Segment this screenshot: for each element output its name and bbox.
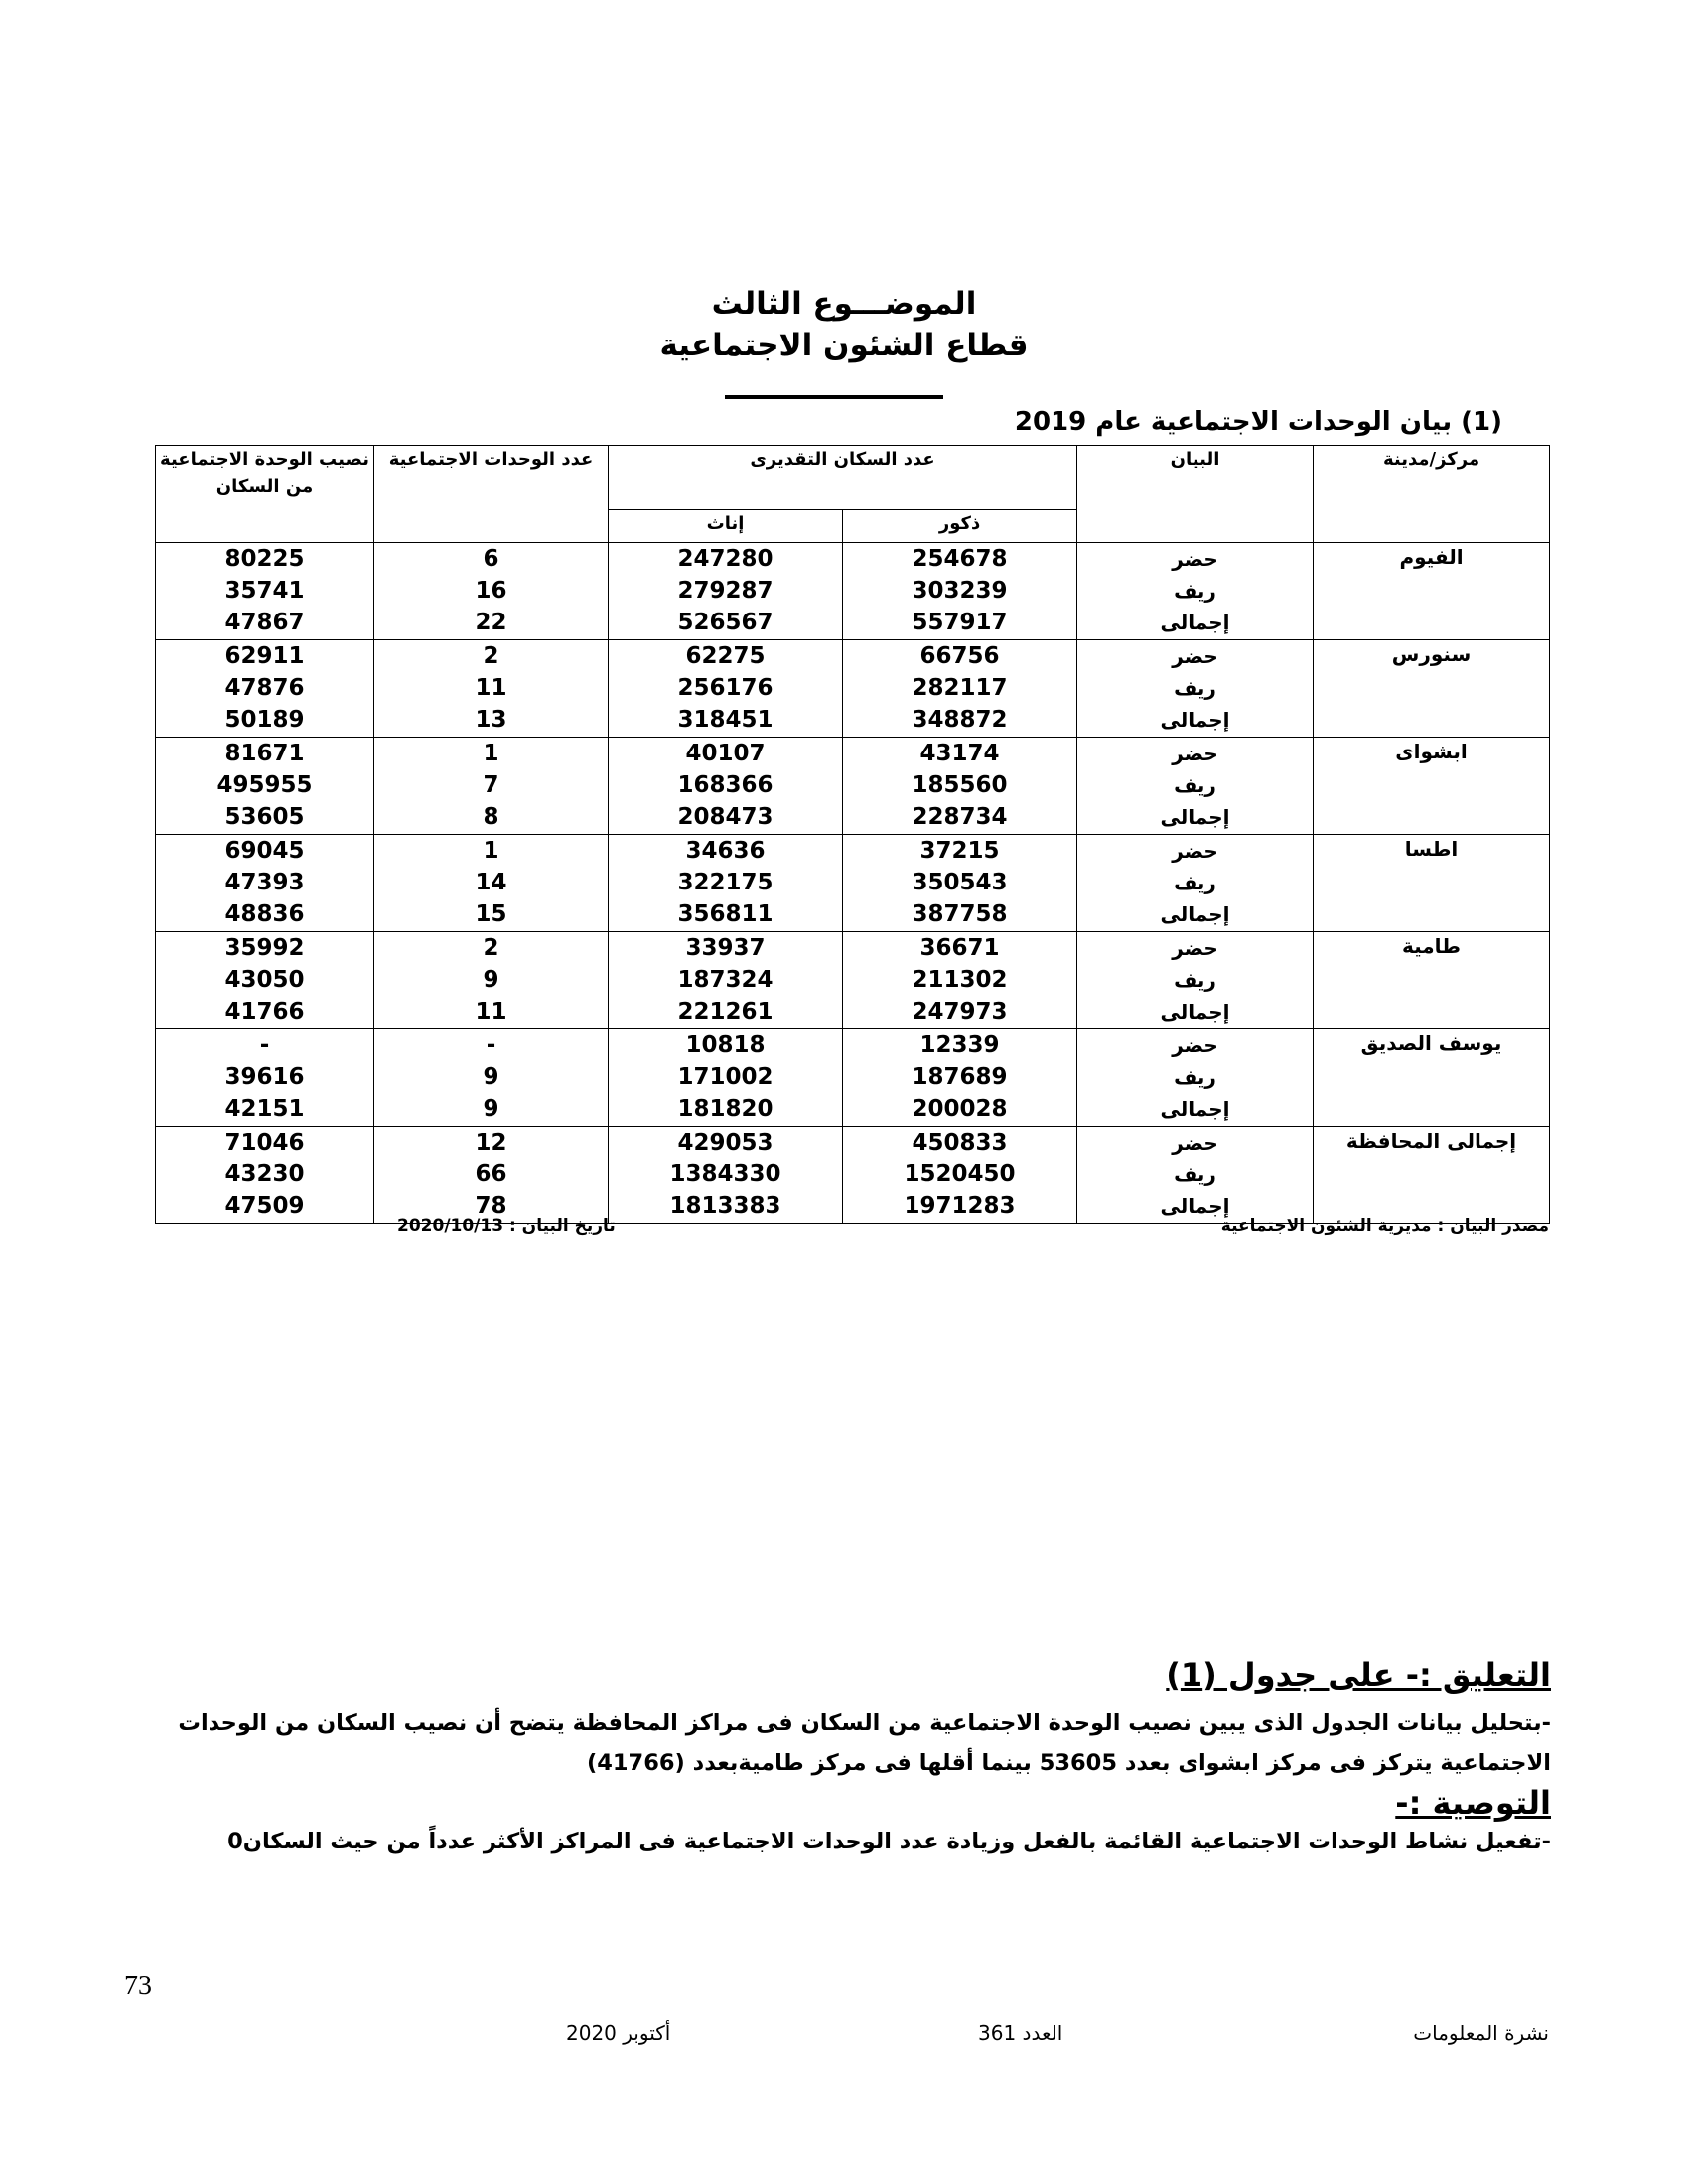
males-cell bbox=[843, 1029, 1077, 1127]
header-males: ذكور bbox=[843, 510, 1077, 543]
males-value: 557917 bbox=[912, 610, 1008, 635]
males-cell bbox=[843, 932, 1077, 1029]
header-center: مركز/مدينة bbox=[1314, 446, 1550, 543]
units-cell bbox=[374, 738, 609, 835]
row-label: حضر bbox=[1172, 742, 1218, 765]
units-value: 14 bbox=[475, 870, 507, 895]
share-value: 50189 bbox=[224, 707, 305, 733]
table-title: (1) بيان الوحدات الاجتماعية عام 2019 bbox=[1014, 407, 1502, 437]
females-value: 256176 bbox=[677, 675, 774, 701]
comment-text: -بتحليل بيانات الجدول الذى يبين نصيب الوحدة الاجتماعية من السكان فى مراكز المحافظة يتضح أن نصيب السكان من الوحدات الاجتماعية يتركز فى مركز ابشواى بعدد 53605 بينما أقلها فى مركز طاميةبعدد (41766) bbox=[178, 1710, 1551, 1776]
males-cell bbox=[843, 543, 1077, 640]
units-cell bbox=[374, 543, 609, 640]
females-value: 1384330 bbox=[669, 1161, 781, 1187]
share-value: 62911 bbox=[224, 643, 305, 669]
page-number: 73 bbox=[124, 1971, 152, 2001]
header-population: عدد السكان التقديرى bbox=[609, 446, 1077, 510]
males-value: 185560 bbox=[912, 772, 1008, 798]
males-value: 1971283 bbox=[904, 1193, 1016, 1219]
row-label: حضر bbox=[1172, 1033, 1218, 1057]
share-value: 39616 bbox=[224, 1064, 305, 1090]
recommendation-heading: التوصية :- bbox=[1395, 1784, 1551, 1822]
females-value: 208473 bbox=[677, 804, 774, 830]
row-label: ريف bbox=[1174, 968, 1216, 992]
share-value: 47867 bbox=[224, 610, 305, 635]
sector-title: قطاع الشئون الاجتماعية bbox=[659, 328, 1029, 363]
share-cell bbox=[156, 1127, 374, 1224]
footer-month: أكتوبر 2020 bbox=[566, 2021, 671, 2045]
row-label: إجمالى bbox=[1160, 708, 1230, 732]
units-value: 7 bbox=[483, 772, 499, 798]
center-name: الفيوم bbox=[1314, 543, 1550, 640]
center-name: اطسا bbox=[1314, 835, 1550, 932]
share-value: 41766 bbox=[224, 999, 305, 1024]
units-value: - bbox=[486, 1032, 496, 1058]
share-value: 53605 bbox=[224, 804, 305, 830]
units-value: 78 bbox=[475, 1193, 507, 1219]
males-value: 387758 bbox=[912, 901, 1008, 927]
center-name: طامية bbox=[1314, 932, 1550, 1029]
social-units-table bbox=[155, 445, 1550, 1224]
row-labels bbox=[1077, 1127, 1314, 1224]
share-value: 35741 bbox=[224, 578, 305, 604]
units-cell bbox=[374, 640, 609, 738]
footer-issue: العدد 361 bbox=[978, 2021, 1063, 2045]
row-labels bbox=[1077, 640, 1314, 738]
row-label: ريف bbox=[1174, 1162, 1216, 1186]
males-value: 36671 bbox=[919, 935, 1000, 961]
table-row bbox=[156, 738, 1550, 835]
females-cell bbox=[609, 543, 843, 640]
share-value: - bbox=[259, 1032, 270, 1058]
table-row bbox=[156, 1127, 1550, 1224]
row-labels bbox=[1077, 543, 1314, 640]
units-value: 6 bbox=[483, 546, 499, 572]
share-value: 47393 bbox=[224, 870, 305, 895]
row-label: ريف bbox=[1174, 1065, 1216, 1089]
table-row bbox=[156, 835, 1550, 932]
center-name: إجمالى المحافظة bbox=[1314, 1127, 1550, 1224]
header-item: البيان bbox=[1077, 446, 1314, 543]
table-row bbox=[156, 543, 1550, 640]
units-value: 8 bbox=[483, 804, 499, 830]
females-value: 322175 bbox=[677, 870, 774, 895]
share-cell bbox=[156, 1029, 374, 1127]
units-value: 9 bbox=[483, 1064, 499, 1090]
center-name: يوسف الصديق bbox=[1314, 1029, 1550, 1127]
males-cell bbox=[843, 1127, 1077, 1224]
females-value: 171002 bbox=[677, 1064, 774, 1090]
females-value: 187324 bbox=[677, 967, 774, 993]
males-value: 43174 bbox=[919, 741, 1000, 766]
females-value: 34636 bbox=[685, 838, 766, 864]
females-value: 62275 bbox=[685, 643, 766, 669]
share-cell bbox=[156, 738, 374, 835]
row-label: حضر bbox=[1172, 936, 1218, 960]
males-cell bbox=[843, 738, 1077, 835]
males-value: 254678 bbox=[912, 546, 1008, 572]
row-label: إجمالى bbox=[1160, 805, 1230, 829]
share-value: 43230 bbox=[224, 1161, 305, 1187]
share-cell bbox=[156, 543, 374, 640]
units-value: 2 bbox=[483, 935, 499, 961]
units-value: 13 bbox=[475, 707, 507, 733]
table-row bbox=[156, 1029, 1550, 1127]
units-value: 1 bbox=[483, 838, 499, 864]
row-labels bbox=[1077, 738, 1314, 835]
row-label: حضر bbox=[1172, 547, 1218, 571]
units-value: 15 bbox=[475, 901, 507, 927]
data-date: تاريخ البيان : 2020/10/13 bbox=[397, 1216, 616, 1236]
females-value: 356811 bbox=[677, 901, 774, 927]
table-row bbox=[156, 932, 1550, 1029]
males-value: 200028 bbox=[912, 1096, 1008, 1122]
units-value: 22 bbox=[475, 610, 507, 635]
share-cell bbox=[156, 835, 374, 932]
males-value: 37215 bbox=[919, 838, 1000, 864]
units-cell bbox=[374, 932, 609, 1029]
row-labels bbox=[1077, 835, 1314, 932]
males-value: 12339 bbox=[919, 1032, 1000, 1058]
data-source: مصدر البيان : مديرية الشئون الاجتماعية bbox=[1220, 1216, 1549, 1236]
males-value: 1520450 bbox=[904, 1161, 1016, 1187]
share-value: 47876 bbox=[224, 675, 305, 701]
row-label: إجمالى bbox=[1160, 902, 1230, 926]
females-value: 1813383 bbox=[669, 1193, 781, 1219]
share-value: 42151 bbox=[224, 1096, 305, 1122]
share-cell bbox=[156, 640, 374, 738]
units-cell bbox=[374, 835, 609, 932]
row-label: إجمالى bbox=[1160, 1194, 1230, 1218]
females-value: 221261 bbox=[677, 999, 774, 1024]
males-value: 282117 bbox=[912, 675, 1008, 701]
females-value: 181820 bbox=[677, 1096, 774, 1122]
males-value: 211302 bbox=[912, 967, 1008, 993]
males-value: 187689 bbox=[912, 1064, 1008, 1090]
males-value: 450833 bbox=[912, 1130, 1008, 1156]
center-name: سنورس bbox=[1314, 640, 1550, 738]
females-value: 247280 bbox=[677, 546, 774, 572]
row-label: ريف bbox=[1174, 579, 1216, 603]
row-label: إجمالى bbox=[1160, 611, 1230, 634]
units-cell bbox=[374, 1127, 609, 1224]
units-value: 2 bbox=[483, 643, 499, 669]
header-females: إناث bbox=[609, 510, 843, 543]
row-label: حضر bbox=[1172, 1131, 1218, 1155]
females-cell bbox=[609, 738, 843, 835]
row-label: حضر bbox=[1172, 644, 1218, 668]
row-label: إجمالى bbox=[1160, 1000, 1230, 1024]
units-value: 16 bbox=[475, 578, 507, 604]
females-value: 10818 bbox=[685, 1032, 766, 1058]
females-value: 526567 bbox=[677, 610, 774, 635]
females-value: 33937 bbox=[685, 935, 766, 961]
females-value: 40107 bbox=[685, 741, 766, 766]
share-value: 43050 bbox=[224, 967, 305, 993]
males-value: 350543 bbox=[912, 870, 1008, 895]
units-value: 11 bbox=[475, 999, 507, 1024]
share-value: 495955 bbox=[216, 772, 313, 798]
females-value: 279287 bbox=[677, 578, 774, 604]
share-value: 47509 bbox=[224, 1193, 305, 1219]
units-value: 11 bbox=[475, 675, 507, 701]
row-label: ريف bbox=[1174, 871, 1216, 894]
males-value: 303239 bbox=[912, 578, 1008, 604]
females-cell bbox=[609, 1029, 843, 1127]
header-share: نصيب الوحدة الاجتماعية من السكان bbox=[156, 446, 374, 543]
females-cell bbox=[609, 835, 843, 932]
share-value: 48836 bbox=[224, 901, 305, 927]
units-cell bbox=[374, 1029, 609, 1127]
units-value: 12 bbox=[475, 1130, 507, 1156]
row-label: حضر bbox=[1172, 839, 1218, 863]
females-value: 429053 bbox=[677, 1130, 774, 1156]
males-cell bbox=[843, 640, 1077, 738]
title-underline bbox=[725, 395, 943, 399]
footer-publication: نشرة المعلومات bbox=[1413, 2021, 1549, 2045]
males-cell bbox=[843, 835, 1077, 932]
header-units: عدد الوحدات الاجتماعية bbox=[374, 446, 609, 543]
table-row bbox=[156, 640, 1550, 738]
units-value: 9 bbox=[483, 1096, 499, 1122]
males-value: 228734 bbox=[912, 804, 1008, 830]
females-cell bbox=[609, 640, 843, 738]
units-value: 66 bbox=[475, 1161, 507, 1187]
units-value: 1 bbox=[483, 741, 499, 766]
share-value: 81671 bbox=[224, 741, 305, 766]
row-labels bbox=[1077, 1029, 1314, 1127]
share-value: 69045 bbox=[224, 838, 305, 864]
females-value: 318451 bbox=[677, 707, 774, 733]
comment-heading: التعليق :- على جدول (1) bbox=[1166, 1656, 1551, 1694]
row-label: ريف bbox=[1174, 773, 1216, 797]
males-value: 247973 bbox=[912, 999, 1008, 1024]
topic-title: الموضـــوع الثالث bbox=[711, 286, 977, 322]
recommendation-text: -تفعيل نشاط الوحدات الاجتماعية القائمة بالفعل وزيادة عدد الوحدات الاجتماعية فى المراكز الأكثر عدداً من حيث السكان0 bbox=[227, 1829, 1551, 1854]
units-value: 9 bbox=[483, 967, 499, 993]
center-name: ابشواى bbox=[1314, 738, 1550, 835]
share-value: 71046 bbox=[224, 1130, 305, 1156]
females-value: 168366 bbox=[677, 772, 774, 798]
share-cell bbox=[156, 932, 374, 1029]
row-label: إجمالى bbox=[1160, 1097, 1230, 1121]
row-label: ريف bbox=[1174, 676, 1216, 700]
males-value: 348872 bbox=[912, 707, 1008, 733]
share-value: 35992 bbox=[224, 935, 305, 961]
row-labels bbox=[1077, 932, 1314, 1029]
females-cell bbox=[609, 932, 843, 1029]
males-value: 66756 bbox=[919, 643, 1000, 669]
females-cell bbox=[609, 1127, 843, 1224]
share-value: 80225 bbox=[224, 546, 305, 572]
